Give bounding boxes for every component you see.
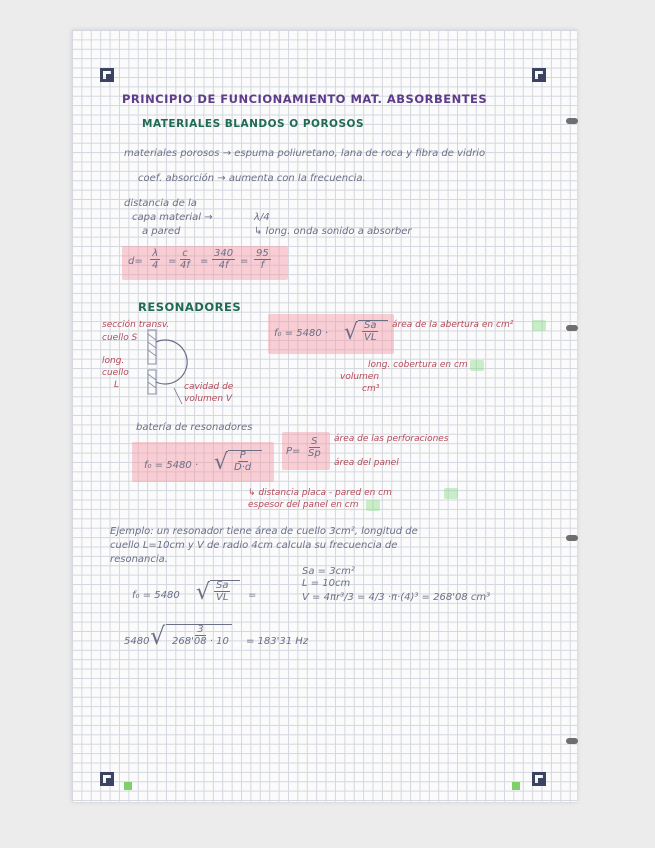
- notebook-page: [72, 30, 577, 802]
- main-title: PRINCIPIO DE FUNCIONAMIENTO MAT. ABSORBENTES: [122, 92, 488, 106]
- distance-plate-note: ↳ distancia placa - pared en cm: [248, 488, 392, 498]
- binder-ring: [566, 118, 578, 124]
- cavity-circle: [156, 340, 187, 384]
- denominator: VL: [364, 332, 377, 343]
- green-square: [124, 782, 132, 790]
- subtitle-porous: MATERIALES BLANDOS O POROSOS: [142, 118, 365, 130]
- denominator: 268'08 · 10: [172, 636, 229, 647]
- formula-d-frac-1: [150, 248, 160, 271]
- formula-d-lhs: d=: [128, 256, 143, 267]
- data-l: L = 10cm: [302, 578, 351, 589]
- neck-wall-bottom: [148, 370, 156, 394]
- perforation-note: área de las perforaciones: [334, 434, 449, 444]
- numerator: Sa: [364, 320, 377, 331]
- denominator: Sp: [308, 448, 321, 459]
- cavity-arrow: [174, 388, 182, 404]
- diagram-neck-label: cuello S: [102, 333, 138, 343]
- equals: =: [240, 256, 249, 267]
- corner-marker-top-right: [532, 68, 546, 82]
- data-v: V = 4πr³/3 = 4/3 ·π·(4)³ = 268'08 cm³: [302, 592, 491, 603]
- numerator: 95: [256, 248, 269, 259]
- example-line-1: Ejemplo: un resonador tiene área de cuello 3cm², longitud de: [110, 526, 418, 537]
- formula-d-frac-2: [178, 248, 192, 271]
- green-square: [512, 782, 520, 790]
- binder-ring: [566, 535, 578, 541]
- battery-label: batería de resonadores: [136, 422, 253, 433]
- distance-label-2: capa material →: [132, 212, 213, 223]
- f0-resonator-lhs: f₀ = 5480 ·: [274, 328, 329, 339]
- equals: =: [200, 256, 209, 267]
- example-formula-frac: [214, 580, 230, 603]
- denominator: D·d: [234, 462, 252, 473]
- binder-ring: [566, 738, 578, 744]
- numerator: S: [311, 436, 318, 447]
- numerator: 340: [214, 248, 234, 259]
- binder-ring: [566, 325, 578, 331]
- area-note: área de la abertura en cm²: [392, 320, 514, 330]
- corner-marker-bottom-right: [532, 772, 546, 786]
- cm-highlight: [366, 500, 380, 511]
- numerator: P: [239, 450, 246, 461]
- resonators-title: RESONADORES: [138, 300, 242, 314]
- denominator: 4f: [218, 260, 229, 271]
- diagram-volume-label: volumen V: [184, 394, 233, 404]
- result-lhs: 5480: [124, 636, 150, 647]
- p-def-frac: [306, 436, 323, 459]
- sqrt-sign: √: [150, 622, 166, 650]
- diagram-long-label: long.: [102, 356, 125, 366]
- denominator: 4: [152, 260, 159, 271]
- f0-resonator-frac: [362, 320, 378, 343]
- cm2-highlight: [532, 320, 546, 331]
- diagram-neck2-label: cuello: [102, 368, 129, 378]
- diagram-section-label: sección transv.: [102, 320, 170, 330]
- wavelength-note: ↳ long. onda sonido a absorber: [254, 226, 412, 237]
- denominator: f: [260, 260, 265, 271]
- numerator: λ: [152, 248, 159, 259]
- line-absorption: coef. absorción → aumenta con la frecuencia.: [138, 173, 366, 184]
- example-formula-lhs: f₀ = 5480: [132, 590, 180, 601]
- numerator: 3: [197, 624, 204, 635]
- cm-highlight: [470, 360, 484, 371]
- result-value: = 183'31 Hz: [246, 636, 309, 647]
- numerator: c: [182, 248, 188, 259]
- equals: =: [168, 256, 177, 267]
- diagram-cavity-label: cavidad de: [184, 382, 234, 392]
- formula-d-frac-4: [254, 248, 271, 271]
- numerator: Sa: [216, 580, 229, 591]
- sqrt-sign: √: [196, 580, 211, 605]
- data-sa: Sa = 3cm²: [302, 566, 355, 577]
- p-def-lhs: P=: [286, 446, 301, 457]
- corner-marker-bottom-left: [100, 772, 114, 786]
- sqrt-sign: √: [214, 450, 229, 475]
- corner-marker-top-left: [100, 68, 114, 82]
- f0-battery-lhs: f₀ = 5480 ·: [144, 460, 199, 471]
- length-note: long. cobertura en cm: [368, 360, 468, 370]
- f0-battery-frac: [232, 450, 253, 473]
- lambda-quarter: λ/4: [254, 212, 270, 223]
- volume-note: volumen: [340, 372, 380, 382]
- formula-d-frac-3: [212, 248, 235, 271]
- line-materials: materiales porosos → espuma poliuretano, lana de roca y fibra de vidrio: [124, 148, 486, 159]
- result-frac: [170, 624, 231, 647]
- cm-highlight: [444, 488, 458, 499]
- distance-label-3: a pared: [142, 226, 181, 237]
- example-line-3: resonancia.: [110, 554, 168, 565]
- example-line-2: cuello L=10cm y V de radio 4cm calcula su frecuencia de: [110, 540, 398, 551]
- distance-label-1: distancia de la: [124, 198, 197, 209]
- sqrt-sign: √: [344, 320, 359, 345]
- denominator: 4f: [180, 260, 190, 271]
- thickness-note: espesor del panel en cm: [248, 500, 359, 510]
- panel-area-note: área del panel: [334, 458, 399, 468]
- equals: =: [248, 590, 257, 601]
- cm3-note: cm³: [362, 384, 380, 394]
- diagram-L-label: L: [114, 380, 120, 390]
- denominator: VL: [216, 592, 229, 603]
